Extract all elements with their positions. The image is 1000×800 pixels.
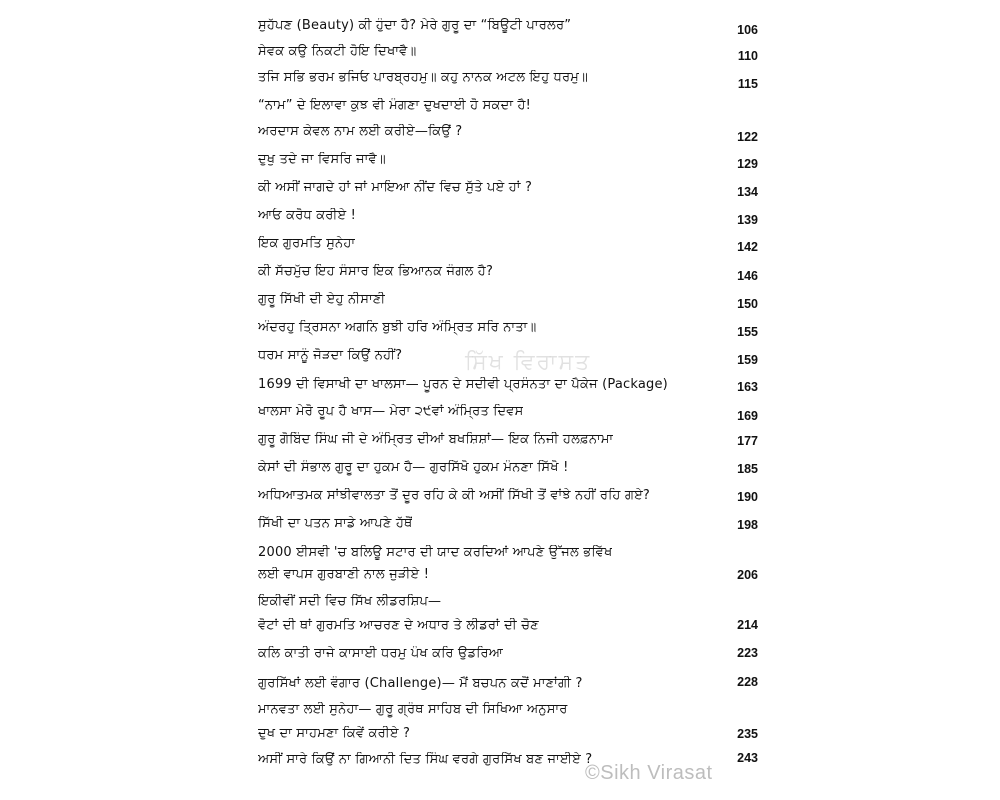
toc-entry-title: ਦੁਖੁ ਤਦੇ ਜਾ ਵਿਸਰਿ ਜਾਵੈ॥ <box>258 152 386 167</box>
toc-entry-page: 110 <box>737 49 758 63</box>
toc-entry-title: ਸਿੱਖੀ ਦਾ ਪਤਨ ਸਾਡੇ ਆਪਣੇ ਹੱਥੋਂ <box>258 516 413 531</box>
toc-entry-page: 190 <box>737 490 758 504</box>
toc-entry-title: ਗੁਰਸਿੱਖਾਂ ਲਈ ਵੰਗਾਰ (Challenge)— ਮੈਂ ਬਚਪਨ ਕਦੋਂ ਮਾਣਾਂਗੀ ? <box>258 676 583 691</box>
toc-entry-page: 142 <box>737 240 758 254</box>
toc-entry-title: ਸੁਹੱਪਣ (Beauty) ਕੀ ਹੁੰਦਾ ਹੈ? ਮੇਰੇ ਗੁਰੂ ਦਾ “ਬਿਊਟੀ ਪਾਰਲਰ” <box>258 18 572 33</box>
toc-entry-title: ਅੰਦਰਹੁ ਤ੍ਰਿਸਨਾ ਅਗਨਿ ਬੁਝੀ ਹਰਿ ਅੰਮ੍ਰਿਤ ਸਰਿ ਨਾਤਾ॥ <box>258 320 537 335</box>
toc-entry-title: ਕਲਿ ਕਾਤੀ ਰਾਜੇ ਕਾਸਾਈ ਧਰਮੁ ਪੰਖ ਕਰਿ ਉਡਰਿਆ <box>258 646 504 661</box>
toc-entry-page: 159 <box>737 353 758 367</box>
toc-entry-page: 169 <box>737 409 758 423</box>
toc-entry-title: ਅਸੀਂ ਸਾਰੇ ਕਿਉਂ ਨਾ ਗਿਆਨੀ ਦਿਤ ਸਿੰਘ ਵਰਗੇ ਗੁਰਸਿੱਖ ਬਣ ਜਾਈਏ ? <box>258 752 593 767</box>
toc-entry-title: ਦੁਖ ਦਾ ਸਾਹਮਣਾ ਕਿਵੇਂ ਕਰੀਏ ? <box>258 726 411 741</box>
toc-entry-title: ਕੇਸਾਂ ਦੀ ਸੰਭਾਲ ਗੁਰੂ ਦਾ ਹੁਕਮ ਹੈ— ਗੁਰਸਿੱਖੋ ਹੁਕਮ ਮੰਨਣਾ ਸਿੱਖੋ ! <box>258 460 569 475</box>
toc-entry-page: 163 <box>737 380 758 394</box>
toc-entry-page: 150 <box>737 297 758 311</box>
toc-entry-title: ਲਈ ਵਾਪਸ ਗੁਰਬਾਣੀ ਨਾਲ ਜੁੜੀਏ ! <box>258 567 430 582</box>
toc-entry-title: ਅਧਿਆਤਮਕ ਸਾਂਝੀਵਾਲਤਾ ਤੋਂ ਦੂਰ ਰਹਿ ਕੇ ਕੀ ਅਸੀਂ ਸਿੱਖੀ ਤੋਂ ਵਾਂਝੇ ਨਹੀਂ ਰਹਿ ਗਏ? <box>258 488 651 503</box>
toc-entry-page: 228 <box>737 675 758 689</box>
toc-entry-title: “ਨਾਮ” ਦੇ ਇਲਾਵਾ ਕੁਝ ਵੀ ਮੰਗਣਾ ਦੁਖਦਾਈ ਹੋ ਸਕਦਾ ਹੈ! <box>258 98 532 113</box>
toc-entry-title: ਖਾਲਸਾ ਮੇਰੋ ਰੂਪ ਹੈ ਖਾਸ— ਮੇਰਾ ੨੯ਵਾਂ ਅੰਮ੍ਰਿਤ ਦਿਵਸ <box>258 404 524 419</box>
toc-entry-title: 1699 ਦੀ ਵਿਸਾਖੀ ਦਾ ਖਾਲਸਾ— ਪੂਰਨ ਦੇ ਸਦੀਵੀ ਪ੍ਰਸੰਨਤਾ ਦਾ ਪੈਕੇਜ (Package) <box>258 377 668 392</box>
toc-entry-title: ਮਾਨਵਤਾ ਲਈ ਸੁਨੇਹਾ— ਗੁਰੂ ਗ੍ਰੰਥ ਸਾਹਿਬ ਦੀ ਸਿਖਿਆ ਅਨੁਸਾਰ <box>258 702 568 717</box>
toc-entry-title: ਕੀ ਅਸੀਂ ਜਾਗਦੇ ਹਾਂ ਜਾਂ ਮਾਇਆ ਨੀਂਦ ਵਿਚ ਸੁੱਤੇ ਪਏ ਹਾਂ ? <box>258 180 533 195</box>
toc-entry-page: 106 <box>737 23 758 37</box>
toc-entry-title: ਕੀ ਸੱਚਮੁੱਚ ਇਹ ਸੰਸਾਰ ਇਕ ਭਿਆਨਕ ਜੰਗਲ ਹੈ? <box>258 264 494 279</box>
toc-entry-title: ਧਰਮ ਸਾਨੂੰ ਜੋੜਦਾ ਕਿਉਂ ਨਹੀਂ? <box>258 348 403 363</box>
toc-entry-title: ਅਰਦਾਸ ਕੇਵਲ ਨਾਮ ਲਈ ਕਰੀਏ—ਕਿਉਂ ? <box>258 124 463 139</box>
toc-entry-page: 223 <box>737 646 758 660</box>
toc-entry-page: 122 <box>737 130 758 144</box>
toc-entry-title: ਗੁਰੂ ਸਿੱਖੀ ਦੀ ਏਹੁ ਨੀਸਾਣੀ <box>258 292 386 307</box>
toc-entry-title: 2000 ਈਸਵੀ 'ਚ ਬਲਿਊ ਸਟਾਰ ਦੀ ਯਾਦ ਕਰਦਿਆਂ ਆਪਣੇ ਉੱਜਲ ਭਵਿੱਖ <box>258 545 613 560</box>
watermark-faint: ਸਿੱਖ ਵਿਰਾਸਤ <box>465 350 592 375</box>
toc-entry-page: 146 <box>737 269 758 283</box>
toc-entry-page: 235 <box>737 727 758 741</box>
watermark-copyright: ©Sikh Virasat <box>585 762 713 784</box>
toc-entry-page: 198 <box>737 518 758 532</box>
toc-entry-page: 139 <box>737 213 758 227</box>
toc-entry-page: 177 <box>737 434 758 448</box>
toc-entry-page: 214 <box>737 618 758 632</box>
toc-entry-page: 155 <box>737 325 758 339</box>
toc-entry-page: 115 <box>737 77 758 91</box>
toc-entry-page: 129 <box>737 157 758 171</box>
toc-entry-title: ਇਕ ਗੁਰਮਤਿ ਸੁਨੇਹਾ <box>258 236 356 251</box>
toc-entry-title: ਤਜਿ ਸਭਿ ਭਰਮ ਭਜਿਓ ਪਾਰਬ੍ਰਹਮੁ॥ ਕਹੁ ਨਾਨਕ ਅਟਲ ਇਹੁ ਧਰਮੁ॥ <box>258 70 588 85</box>
toc-entry-title: ਵੋਟਾਂ ਦੀ ਥਾਂ ਗੁਰਮਤਿ ਆਚਰਣ ਦੇ ਅਧਾਰ ਤੇ ਲੀਡਰਾਂ ਦੀ ਚੋਣ <box>258 618 539 633</box>
toc-entry-title: ਸੇਵਕ ਕਉ ਨਿਕਟੀ ਹੋਇ ਦਿਖਾਵੈ॥ <box>258 44 417 59</box>
toc-entry-title: ਆਓ ਕਰੋਧ ਕਰੀਏ ! <box>258 208 357 223</box>
toc-entry-page: 134 <box>737 185 758 199</box>
toc-entry-title: ਇਕੀਵੀਂ ਸਦੀ ਵਿਚ ਸਿੱਖ ਲੀਡਰਸ਼ਿਪ— <box>258 594 442 609</box>
toc-entry-page: 206 <box>737 568 758 582</box>
toc-entry-title: ਗੁਰੂ ਗੋਬਿੰਦ ਸਿੰਘ ਜੀ ਦੇ ਅੰਮ੍ਰਿਤ ਦੀਆਂ ਬਖਸ਼ਿਸ਼ਾਂ— ਇਕ ਨਿਜੀ ਹਲਫ਼ਨਾਮਾ <box>258 432 614 447</box>
toc-entry-page: 185 <box>737 462 758 476</box>
toc-entry-page: 243 <box>737 751 758 765</box>
